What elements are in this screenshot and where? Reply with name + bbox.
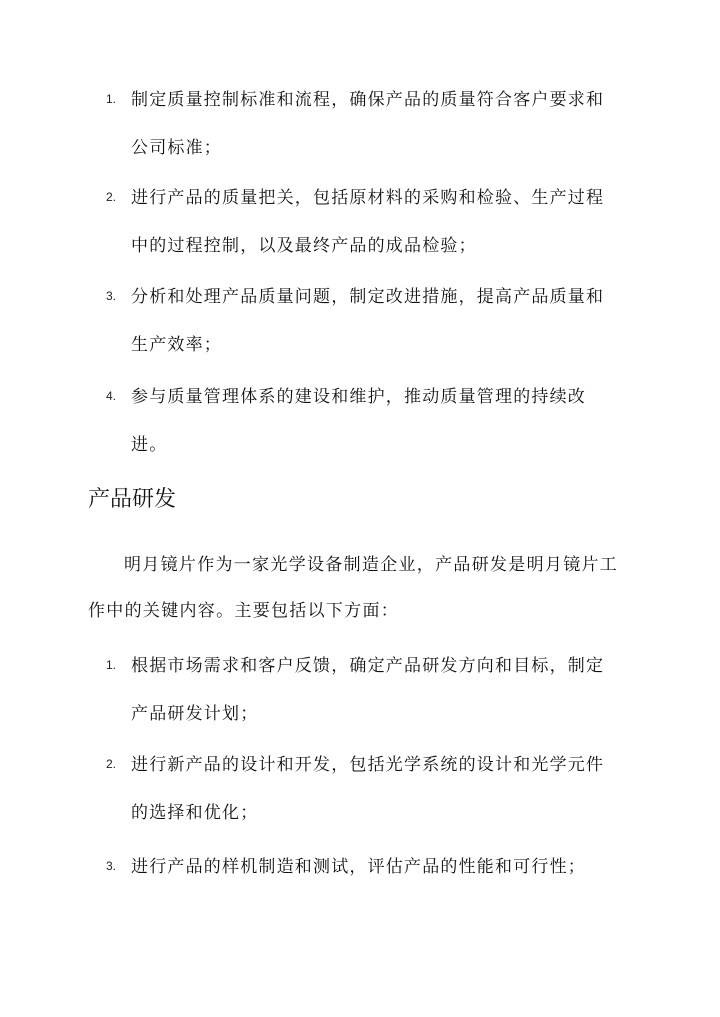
section-intro-paragraph: 明月镜片作为一家光学设备制造企业，产品研发是明月镜片工作中的关键内容。主要包括以下方面：	[88, 555, 619, 621]
list-item-text: 进行产品的样机制造和测试，评估产品的性能和可行性；	[131, 857, 586, 877]
section-heading: 产品研发	[88, 487, 177, 512]
list-item-text: 进行新产品的设计和开发，包括光学系统的设计和光学元件的选择和优化；	[131, 755, 605, 823]
list-item-number: 3.	[106, 859, 117, 873]
list-item-text: 制定质量控制标准和流程，确保产品的质量符合客户要求和公司标准；	[131, 90, 605, 158]
list-item-text: 参与质量管理体系的建设和维护，推动质量管理的持续改进。	[131, 387, 586, 455]
list-item-number: 2.	[106, 757, 117, 771]
list-item-text: 根据市场需求和客户反馈，确定产品研发方向和目标，制定产品研发计划；	[131, 656, 605, 724]
list-item-number: 1.	[106, 658, 117, 672]
list-item-number: 4.	[106, 389, 117, 403]
list-item-number: 1.	[106, 92, 117, 106]
list-item-number: 3.	[106, 289, 117, 303]
list-item-number: 2.	[106, 190, 117, 204]
list-item-text: 进行产品的质量把关，包括原材料的采购和检验、生产过程中的过程控制，以及最终产品的成品检验；	[131, 188, 605, 256]
list-item-text: 分析和处理产品质量问题，制定改进措施，提高产品质量和生产效率；	[131, 287, 605, 355]
